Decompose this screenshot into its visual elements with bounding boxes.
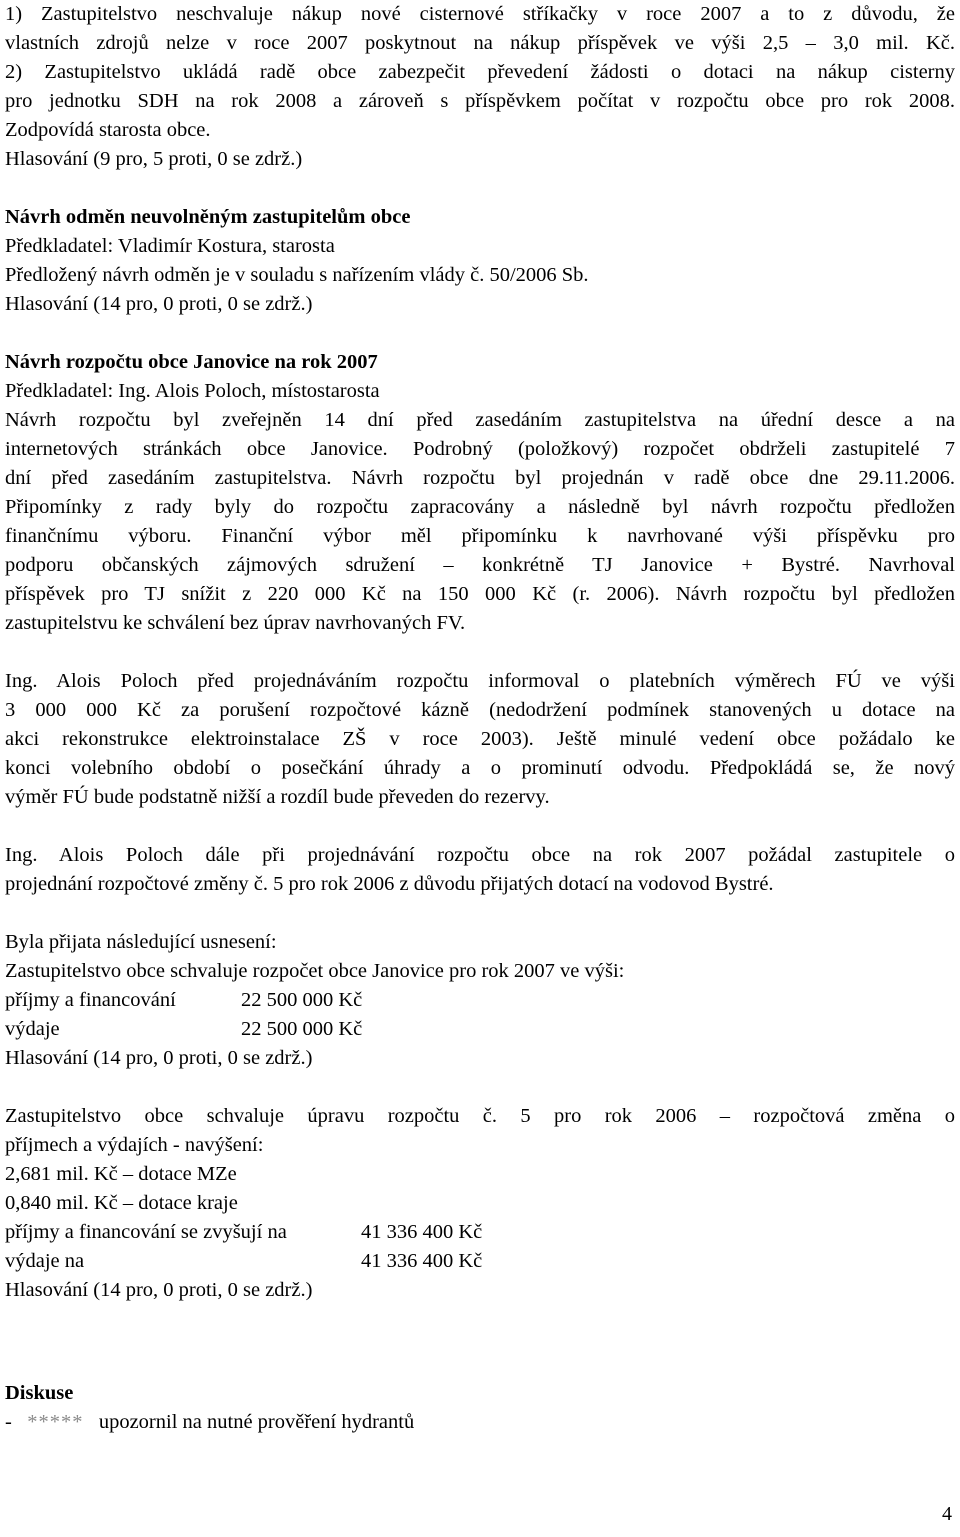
zmena-line-4: 0,840 mil. Kč – dotace kraje (5, 1192, 238, 1214)
rozpocet-p1-last: zastupitelstvu ke schválení bez úprav navrhovaných FV. (5, 612, 466, 634)
usneseni-row (5, 1015, 955, 1044)
rozpocet-p2-line: Ing. Alois Poloch před projednáváním rozpočtu informoval o platebních výměrech FÚ ve výši (5, 670, 955, 692)
intro-line-4: pro jednotku SDH na rok 2008 a zároveň s příspěvkem počítat v rozpočtu obce pro rok 2008. (5, 90, 955, 112)
rozpocet-p2-line: akci rekonstrukce elektroinstalace ZŠ v roce 2003). Ještě minulé vedení obce požádalo ke (5, 728, 955, 750)
zmena-line-2: příjmech a výdajích - navýšení: (5, 1134, 264, 1156)
zmena-row-label: výdaje na (5, 1250, 85, 1272)
zmena-row-label: příjmy a financování se zvyšují na (5, 1221, 287, 1243)
zmena-row (5, 1218, 955, 1247)
usneseni-row-value: 22 500 000 Kč (241, 1018, 363, 1040)
zmena-row-value: 41 336 400 Kč (361, 1221, 483, 1243)
rozpocet-p1-line: podporu občanských zájmových sdružení – konkrétně TJ Janovice + Bystré. Navrhoval (5, 554, 955, 576)
zmena-vote: Hlasování (14 pro, 0 proti, 0 se zdrž.) (5, 1279, 313, 1301)
usneseni-line-1: Zastupitelstvo obce schvaluje rozpočet obce Janovice pro rok 2007 ve výši: (5, 960, 625, 982)
usneseni-vote: Hlasování (14 pro, 0 proti, 0 se zdrž.) (5, 1047, 313, 1069)
diskuse-item (5, 1408, 955, 1437)
rozpocet-p2-last: výměr FÚ bude podstatně nižší a rozdíl bude převeden do rezervy. (5, 786, 550, 808)
usneseni-row-label: výdaje (5, 1018, 60, 1040)
rozpocet-p1-line: internetových stránkách obce Janovice. Podrobný (položkový) rozpočet obdrželi zastupitelé 7 (5, 438, 955, 460)
usneseni-intro: Byla přijata následující usnesení: (5, 931, 277, 953)
rozpocet-section (5, 348, 955, 899)
usneseni-row-value: 22 500 000 Kč (241, 989, 363, 1011)
usneseni-row (5, 986, 955, 1015)
rozpocet-p2-line: konci volebního období o posečkání úhrady a o prominutí odvodu. Předpokládá se, že nový (5, 757, 955, 779)
zmena-line-1: Zastupitelstvo obce schvaluje úpravu rozpočtu č. 5 pro rok 2006 – rozpočtová změna o (5, 1105, 955, 1127)
odmeny-section (5, 203, 955, 319)
intro-line-2: vlastních zdrojů nelze v roce 2007 poskytnout na nákup příspěvek ve výši 2,5 – 3,0 mil. Kč. (5, 32, 955, 54)
diskuse-masked-name: ***** (27, 1411, 84, 1433)
diskuse-text: upozornil na nutné prověření hydrantů (98, 1411, 415, 1433)
rozpocet-p3-last: projednání rozpočtové změny č. 5 pro rok 2006 z důvodu přijatých dotací na vodovod Bystré. (5, 873, 774, 895)
diskuse-heading: Diskuse (5, 1382, 74, 1404)
intro-vote: Hlasování (9 pro, 5 proti, 0 se zdrž.) (5, 148, 303, 170)
usneseni-row-label: příjmy a financování (5, 989, 176, 1011)
rozpocet-p1-line: dní před zasedáním zastupitelstva. Návrh rozpočtu byl projednán v radě obce dne 29.11.2006. (5, 467, 955, 489)
rozpocet-p1-line: Připomínky z rady byly do rozpočtu zapracovány a následně byl návrh rozpočtu předložen (5, 496, 955, 518)
zmena-line-3: 2,681 mil. Kč – dotace MZe (5, 1163, 237, 1185)
diskuse-section (5, 1379, 955, 1437)
page-number: 4 (942, 1503, 952, 1525)
rozpocet-p1-line: finančnímu výboru. Finanční výbor měl připomínku k navrhované výši příspěvku pro (5, 525, 955, 547)
odmeny-vote: Hlasování (14 pro, 0 proti, 0 se zdrž.) (5, 293, 313, 315)
rozpocet-presenter: Předkladatel: Ing. Alois Poloch, místostarosta (5, 380, 380, 402)
odmeny-presenter: Předkladatel: Vladimír Kostura, starosta (5, 235, 335, 257)
usneseni-section (5, 928, 955, 1073)
zmena-row-value: 41 336 400 Kč (361, 1250, 483, 1272)
zmena-row (5, 1247, 955, 1276)
intro-line-1: 1) Zastupitelstvo neschvaluje nákup nové cisternové stříkačky v roce 2007 a to z důvodu, že (5, 3, 955, 25)
intro-line-3: 2) Zastupitelstvo ukládá radě obce zabezpečit převedení žádosti o dotaci na nákup cisterny (5, 61, 955, 83)
diskuse-dash: - (5, 1411, 12, 1433)
rozpocet-p1-line: Návrh rozpočtu byl zveřejněn 14 dní před zasedáním zastupitelstva na úřední desce a na (5, 409, 955, 431)
rozpocet-p3-line: Ing. Alois Poloch dále při projednávání rozpočtu obce na rok 2007 požádal zastupitele o (5, 844, 955, 866)
intro-block (5, 0, 955, 174)
zmena-section (5, 1102, 955, 1305)
odmeny-text: Předložený návrh odměn je v souladu s nařízením vlády č. 50/2006 Sb. (5, 264, 589, 286)
rozpocet-p2-line: 3 000 000 Kč za porušení rozpočtové kázně (nedodržení podmínek stanovených u dotace na (5, 699, 955, 721)
odmeny-heading: Návrh odměn neuvolněným zastupitelům obce (5, 206, 411, 228)
intro-line-5: Zodpovídá starosta obce. (5, 119, 211, 141)
rozpocet-heading: Návrh rozpočtu obce Janovice na rok 2007 (5, 351, 378, 373)
rozpocet-p1-line: příspěvek pro TJ snížit z 220 000 Kč na 150 000 Kč (r. 2006). Návrh rozpočtu byl předložen (5, 583, 955, 605)
document-page (5, 0, 955, 1437)
